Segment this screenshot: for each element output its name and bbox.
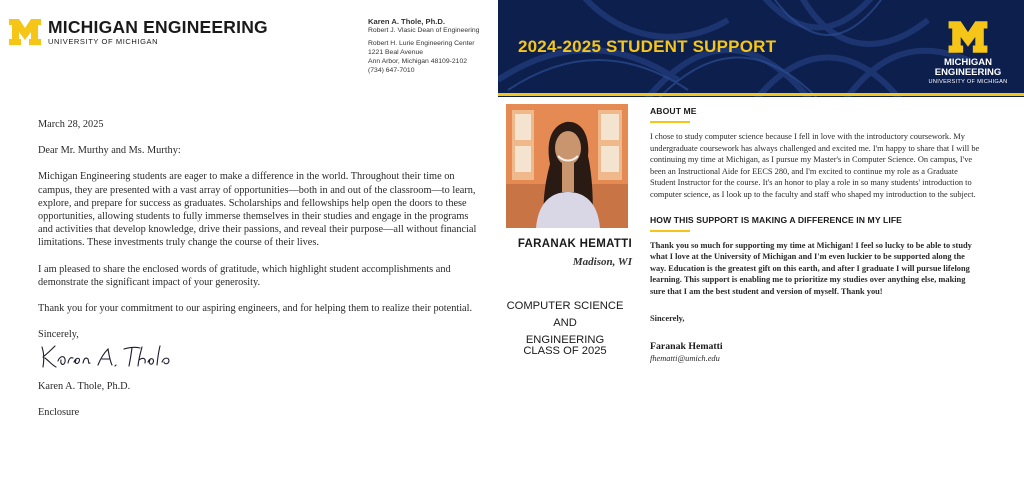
major-line1: COMPUTER SCIENCE AND: [506, 300, 624, 329]
class-year: CLASS OF 2025: [523, 345, 607, 357]
flyer-logo: [928, 20, 1008, 85]
handwritten-signature: [38, 341, 178, 371]
letter-date: March 28, 2025: [38, 119, 104, 130]
flyer-logo-sub: UNIVERSITY OF MICHIGAN: [928, 79, 1008, 85]
about-text: I chose to study computer science because I fell in love with the introductory coursework. My undergraduate coursework has always challenged and excited me. I'm happy to share that I will be continuing my time at Michigan, as I pursue my Master's in Computer Science. On campus, I've been an Instructional Aide for EECS 280, and I'm excited to continue my role as a Graduate Student Instructor for the course. It's an honor to play a role in so many students' introduction to computer science, as I look up to the faculty and staff who shaped my introduction to the subject.: [650, 132, 980, 199]
letter-paragraph: Thank you for your commitment to our aspiring engineers, and for helping them to realize their potential.: [38, 303, 473, 315]
sender-title: Robert J. Vlasic Dean of Engineering: [368, 27, 480, 34]
block-m-icon: [946, 20, 990, 54]
banner-title: 2024-2025 STUDENT SUPPORT: [518, 37, 777, 56]
flyer-closing: Sincerely,: [650, 313, 685, 323]
sender-name: Karen A. Thole, Ph.D.: [368, 17, 445, 26]
letter-paragraph: Michigan Engineering students are eager to make a difference in the world. Throughout their time on campus, they are presented with a vast array of opportunities—both in and out of the classroom—to learn, explore, and prepare for success as graduates. Scholarships and fellowships help open the doors to these opportunities, allowing students to fully immerse themselves in their studies and engage in the programs and activities that develop knowledge, drive their passions, and reveal their purpose—all without financial limitations. These investments truly change the course of their lives.: [38, 171, 477, 249]
sender-city: Ann Arbor, Michigan 48109-2102: [368, 58, 468, 65]
block-m-icon: [8, 18, 42, 46]
letter-body: [38, 118, 478, 432]
section-rule: [650, 230, 690, 232]
sender-street: 1221 Beal Avenue: [368, 49, 424, 56]
impact-heading: HOW THIS SUPPORT IS MAKING A DIFFERENCE IN MY LIFE: [650, 214, 902, 225]
student-major: [500, 298, 630, 349]
logo-title: MICHIGAN ENGINEERING: [48, 17, 268, 37]
student-statement: [650, 106, 980, 363]
letter-paragraph: I am pleased to share the enclosed words of gratitude, which highlight student accomplishments and demonstrate the significant impact of your generosity.: [38, 263, 451, 288]
flyer-logo-line1: MICHIGAN: [943, 57, 993, 68]
enclosure-note: Enclosure: [38, 406, 80, 418]
sender-building: Robert H. Lurie Engineering Center: [368, 40, 475, 47]
flyer-logo-line2: ENGINEERING: [934, 67, 1002, 78]
signer-name: Karen A. Thole, Ph.D.: [38, 380, 131, 392]
flyer-banner: [498, 0, 1024, 97]
flyer-closing-name: Faranak Hematti: [650, 340, 723, 352]
student-support-flyer: [498, 0, 1024, 483]
major-line2: ENGINEERING: [525, 334, 605, 346]
student-photo: [506, 104, 628, 228]
letter-salutation: Dear Mr. Murthy and Ms. Murthy:: [38, 145, 181, 157]
student-email: fhematti@umich.edu: [650, 353, 720, 363]
about-heading: ABOUT ME: [650, 106, 697, 116]
sender-phone: (734) 647-7010: [368, 67, 415, 74]
sender-address-block: [368, 17, 479, 75]
impact-text: Thank you so much for supporting my time at Michigan! I feel so lucky to be able to study what I love at the University of Michigan and I'm even luckier to be supported along the way. Education is the greatest gift on this earth, and after I graduate I will pursue lifelong learning. This support is enabling me to prioritize my studies over anything else, making sure that I am the best student and version of myself. Thank you!: [650, 240, 972, 296]
section-rule: [650, 121, 690, 123]
letter-closing: Sincerely,: [38, 329, 79, 341]
logo-subtitle: UNIVERSITY OF MICHIGAN: [48, 37, 159, 46]
michigan-engineering-logo: [8, 18, 268, 46]
dean-letter: [0, 0, 496, 483]
banner-gold-rule: [498, 93, 1024, 96]
student-portrait-image: [506, 104, 628, 228]
student-name: FARANAK HEMATTI: [517, 238, 632, 250]
student-hometown: Madison, WI: [572, 256, 632, 268]
